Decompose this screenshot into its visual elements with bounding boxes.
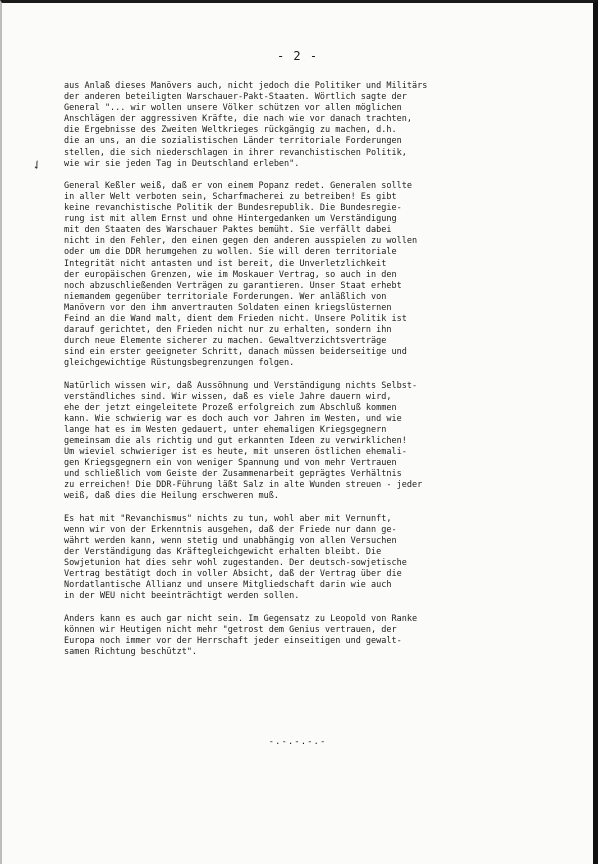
text-line: oder um die DDR herumgehen zu wollen. Sie will deren territoriale — [64, 247, 397, 258]
ending-mark: -.-.-.-.- — [268, 737, 327, 747]
text-line: Integrität nicht antasten und ist bereit, die Unverletzlichkeit — [64, 258, 387, 269]
text-line: aus Anlaß dieses Manövers auch, nicht jedoch die Politiker und Militärs — [64, 81, 428, 91]
paragraph — [64, 81, 554, 170]
text-line: wenn wir von der Erkenntnis ausgehen, daß der Friede nur dann ge- — [64, 524, 397, 535]
text-line: Es hat mit "Revanchismus" nichts zu tun, wohl aber mit Vernunft, — [64, 513, 392, 524]
text-line: zu erreichen! Die DDR-Führung läßt Salz in alte Wunden streuen - jeder — [64, 480, 423, 491]
margin-check-mark: ✓ — [28, 156, 46, 174]
text-line: niemandem gegenüber territoriale Forderungen. Wer anläßlich von — [64, 291, 387, 302]
text-line: stellen, die sich niederschlagen in ihrer revanchistischen Politik, — [64, 147, 407, 158]
text-line: keine revanchistische Politik der Bundesrepublik. Die Bundesregie- — [64, 203, 402, 214]
text-line: darauf gerichtet, den Frieden nicht nur zu erhalten, sondern ihn — [64, 325, 392, 336]
text-line: die an uns, an die sozialistischen Länder territoriale Forderungen — [64, 136, 402, 147]
text-line: lange hat es im Westen gedauert, unter ehemaligen Kriegsgegnern — [64, 424, 387, 435]
text-line: rung ist mit allem Ernst und ohne Hintergedanken um Verständigung — [64, 214, 397, 225]
text-line: ehe der jetzt eingeleitete Prozeß erfolgreich zum Abschluß kommen — [64, 402, 397, 413]
text-line: mit den Staaten des Warschauer Paktes bemüht. Sie verfällt dabei — [64, 225, 392, 236]
text-line: kann. Wie schwierig war es doch auch vor Jahren im Westen, und wie — [64, 413, 402, 424]
text-line: Vertrag bestätigt doch in voller Absicht, daß der Vertrag über die — [64, 569, 402, 580]
text-line: General Keßler weiß, daß er von einem Popanz redet. Generalen sollte — [64, 180, 412, 191]
text-line: Natürlich wissen wir, daß Aussöhnung und Verständigung nichts Selbst- — [64, 380, 418, 391]
page-number: - 2 - — [276, 49, 319, 63]
text-line: gen Kriegsgegnern ein von weniger Spannung und von mehr Vertrauen — [64, 458, 397, 469]
text-line: Um wieviel schwieriger ist es heute, mit unseren östlichen ehemali- — [64, 447, 407, 458]
text-line: der Verständigung das Kräftegleichgewicht erhalten bleibt. Die — [64, 546, 382, 557]
paragraph — [64, 614, 554, 658]
text-line: Anschlägen der aggressiven Kräfte, die nach wie vor danach trachten, — [64, 114, 412, 125]
paragraph — [64, 514, 554, 603]
text-line: in aller Welt verboten sein, Scharfmacherei zu betreiben! Es gibt — [64, 191, 397, 202]
document-body — [64, 81, 554, 669]
text-line: sind ein erster geeigneter Schritt, danach müssen beiderseitige und — [64, 347, 407, 358]
text-line: der europäischen Grenzen, wie im Moskauer Vertrag, so auch in den — [64, 269, 397, 280]
text-line: währt werden kann, wenn stetig und unabhängig von allen Versuchen — [64, 535, 397, 546]
text-line: verständliches sind. Wir wissen, daß es viele Jahre dauern wird, — [64, 391, 392, 402]
text-line: nicht in den Fehler, den einen gegen den anderen ausspielen zu wollen — [64, 236, 418, 247]
text-line: weiß, daß dies die Heilung erschweren muß. — [64, 491, 279, 502]
text-line: der anderen beteiligten Warschauer-Pakt-Staaten. Wörtlich sagte der — [64, 92, 407, 103]
text-line: gleichgewichtige Rüstungsbegrenzungen folgen. — [64, 358, 295, 369]
text-line: und schließlich vom Geiste der Zusammenarbeit geprägtes Verhältnis — [64, 469, 402, 480]
paragraph — [64, 181, 554, 370]
text-line: General "... wir wollen unsere Völker schützen vor allen möglichen — [64, 103, 402, 114]
text-line: durch neue Elemente sicherer zu machen. Gewaltverzichtsverträge — [64, 336, 387, 347]
text-line: in der WEU nicht beeinträchtigt werden sollen. — [64, 591, 300, 602]
text-line: Feind an die Wand malt, dient dem Frieden nicht. Unsere Politik ist — [64, 313, 407, 324]
text-line: Anders kann es auch gar nicht sein. Im Gegensatz zu Leopold von Ranke — [64, 613, 418, 624]
text-line: Europa noch immer vor der Herrschaft jeder einseitigen und gewalt- — [64, 635, 402, 646]
text-line: samen Richtung beschützt". — [64, 646, 198, 657]
text-line: wie wir sie jeden Tag in Deutschland erleben". — [64, 158, 300, 169]
text-line: gemeinsam die als richtig und gut erkannten Ideen zu verwirklichen! — [64, 436, 407, 446]
text-line: Sowjetunion hat dies sehr wohl zugestanden. Der deutsch-sowjetische — [64, 558, 407, 569]
paragraph — [64, 381, 554, 503]
text-line: Manövern vor den ihm anvertrauten Soldaten einen kriegslüsternen — [64, 302, 392, 313]
text-line: noch abzuschließenden Verträgen zu garantieren. Unser Staat erhebt — [64, 280, 402, 291]
text-line: Nordatlantische Allianz und unsere Mitgliedschaft darin wie auch — [64, 580, 392, 591]
text-line: können wir Heutigen nicht mehr "getrost dem Genius vertrauen, der — [64, 624, 397, 635]
text-line: die Ergebnisse des Zweiten Weltkrieges rückgängig zu machen, d.h. — [64, 125, 397, 136]
